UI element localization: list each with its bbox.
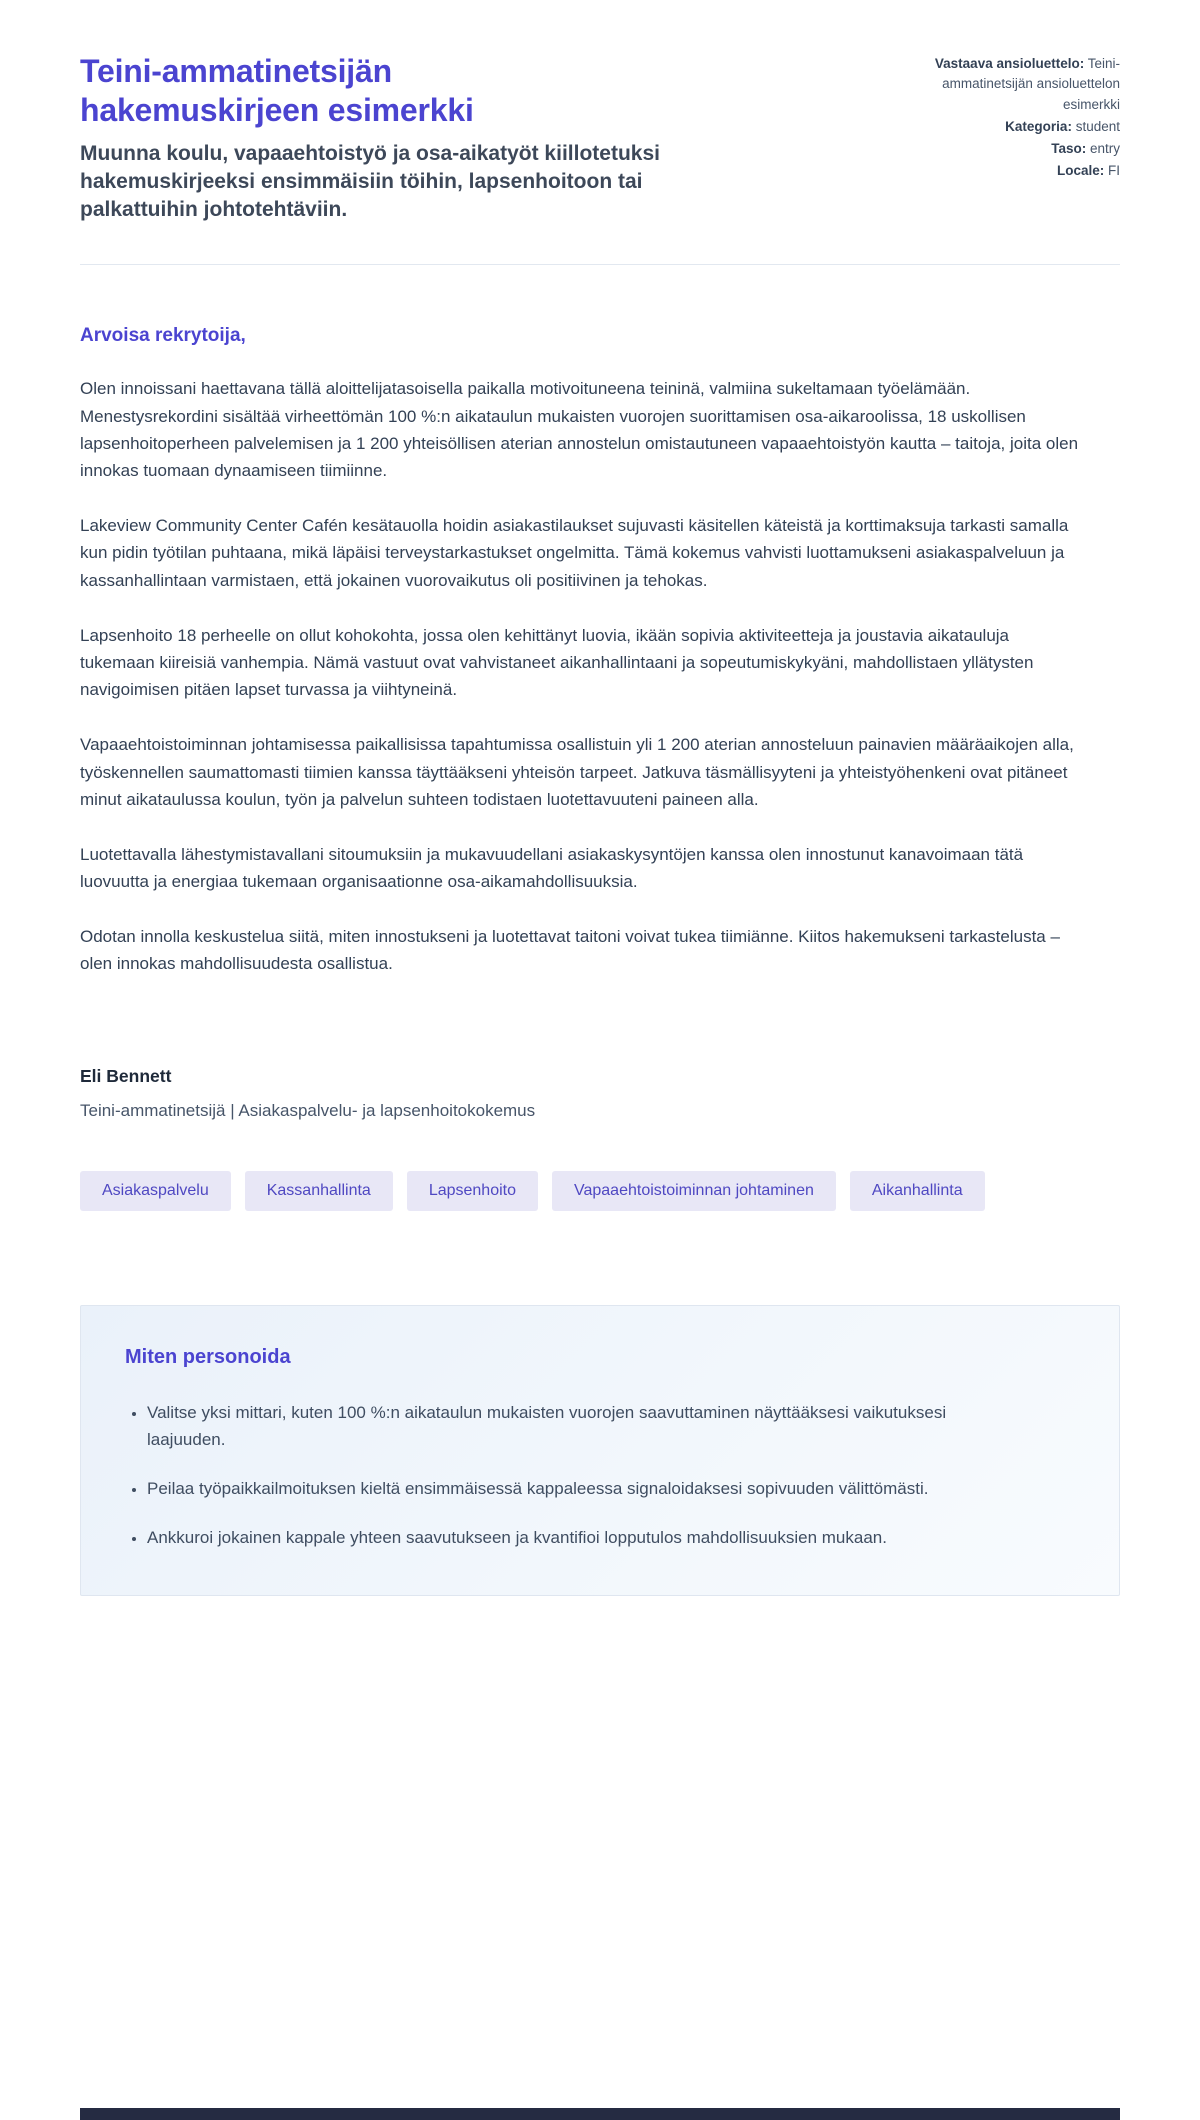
page-title: Teini-ammatinetsijän hakemuskirjeen esimerkki [80, 53, 474, 129]
meta-value: student [1075, 118, 1120, 134]
letter-paragraph-2: Lakeview Community Center Cafén kesätauolla hoidin asiakastilaukset sujuvasti käsitellen käteistä ja korttimaksuja tarkasti samalla kun pidin työtilan puhtaana, mikä läpäisi terveystarkastukset ongelmitta. Tämä kokemus vahvisti luottamukseni asiakaspalveluun ja kassanhallintaan varmistaen, että jokainen vuorovaikutus oli positiivinen ja tehokas. [80, 516, 1069, 590]
meta-category [908, 117, 1120, 137]
meta-level [908, 139, 1120, 159]
meta-value: entry [1089, 141, 1120, 156]
personalization-callout [80, 1305, 1120, 1597]
header-divider [80, 264, 1120, 265]
meta-label: Vastaava ansioluettelo: [934, 56, 1085, 71]
skill-tag-kassanhallinta: Kassanhallinta [245, 1171, 393, 1211]
meta-value: Teini-ammatinetsijän ansioluettelon esimerkki [942, 56, 1120, 112]
letter-paragraph-1: Olen innoissani haettavana tällä aloittelijatasoisella paikalla motivoituneena teininä, valmiina sukeltamaan työelämään. Menestysrekordini sisältää virheettömän 100 %:n aikataulun mukaisten vuorojen suorittamisen osa-aikaroolissa, 18 uskollisen lapsenhoitoperheen palvelemisen ja 1 200 yhteisöllisen aterian annostelun omistautuneen vapaaehtoistyön kautta – taitoja, joita olen innokas tuomaan dynaamiseen tiimiinne. [80, 379, 1079, 480]
letter-paragraph-3: Lapsenhoito 18 perheelle on ollut kohokohta, jossa olen kehittänyt luovia, ikään sopivia aktiviteetteja ja joustavia aikatauluja tukemaan kiireisiä vanhempia. Nämä vastuut ovat vahvistaneet aikanhallintaani ja sopeutumiskykyäni, mahdollistaen yllätysten navigoimisen pitäen lapset turvassa ja viihtyneinä. [80, 625, 1034, 700]
letter-body [80, 325, 1120, 1120]
meta-label: Taso: [1051, 141, 1087, 156]
callout-tip-list [125, 1399, 1075, 1552]
meta-matching-resume [908, 54, 1120, 115]
meta-locale [908, 161, 1120, 181]
callout-tip-2: • Peilaa työpaikkailmoituksen kieltä ensimmäisessä kappaleessa signaloidaksesi sopivuuden välittömästi. [147, 1475, 1027, 1502]
skill-tag-aikanhallinta: Aikanhallinta [850, 1171, 985, 1211]
skill-tag-lapsenhoito: Lapsenhoito [407, 1171, 538, 1211]
signature-name: Eli Bennett [80, 1065, 172, 1086]
skill-tag-vapaaehtoistoiminnan-johtaminen: Vapaaehtoistoiminnan johtaminen [552, 1171, 836, 1211]
meta-value: FI [1108, 163, 1120, 179]
letter-paragraph-4: Vapaaehtoistoiminnan johtamisessa paikallisissa tapahtumissa osallistuin yli 1 200 aterian annosteluun painavien määräaikojen alla, työskennellen saumattomasti tiimien kanssa täyttääkseni yhteisön tarpeet. Jatkuva täsmällisyyteni ja yhteistyöhenkeni ovat pitäneet minut aikataulussa koulun, työn ja palvelun suhteen todistaen luotettavuuteni paineen alla. [80, 735, 1074, 809]
header-title-block [80, 52, 908, 224]
cover-letter-page [80, 0, 1120, 1596]
letter-paragraph-6: Odotan innolla keskustelua siitä, miten innostukseni ja luotettavat taitoni voivat tukea tiimiänne. Kiitos hakemukseni tarkastelusta – olen innokas mahdollisuudesta osallistua. [80, 927, 1060, 974]
meta-label: Locale: [1056, 163, 1105, 179]
callout-tip-1: • Valitse yksi mittari, kuten 100 %:n aikataulun mukaisten vuorojen saavuttaminen näyttääksesi vaikutuksesi laajuuden. [147, 1399, 1027, 1453]
meta-label: Kategoria: [1005, 118, 1072, 134]
footer-bar [80, 2108, 1120, 2120]
skill-tag-asiakaspalvelu: Asiakaspalvelu [80, 1171, 231, 1211]
document-meta [908, 52, 1120, 184]
callout-tip-3: • Ankkuroi jokainen kappale yhteen saavutukseen ja kvantifioi lopputulos mahdollisuuksien mukaan. [147, 1524, 1027, 1551]
skill-tags [80, 1171, 1120, 1211]
letter-paragraph-5: Luotettavalla lähestymistavallani sitoumuksiin ja mukavuudellani asiakaskysyntöjen kanssa olen innostunut kanavoimaan tätä luovuutta ja energiaa tukemaan organisaationne osa-aikamahdollisuuksia. [80, 844, 1024, 892]
letter-greeting: Arvoisa rekrytoija, [80, 325, 246, 347]
page-subtitle: Muunna koulu, vapaaehtoistyö ja osa-aikatyöt kiillotetuksi hakemuskirjeeksi ensimmäisiin töihin, lapsenhoitoon tai palkattuihin johtotehtäviin. [80, 142, 660, 222]
callout-title: Miten personoida [125, 1345, 291, 1368]
page-header [80, 52, 1120, 224]
signature-role: Teini-ammatinetsijä | Asiakaspalvelu- ja lapsenhoitokokemus [80, 1100, 536, 1120]
